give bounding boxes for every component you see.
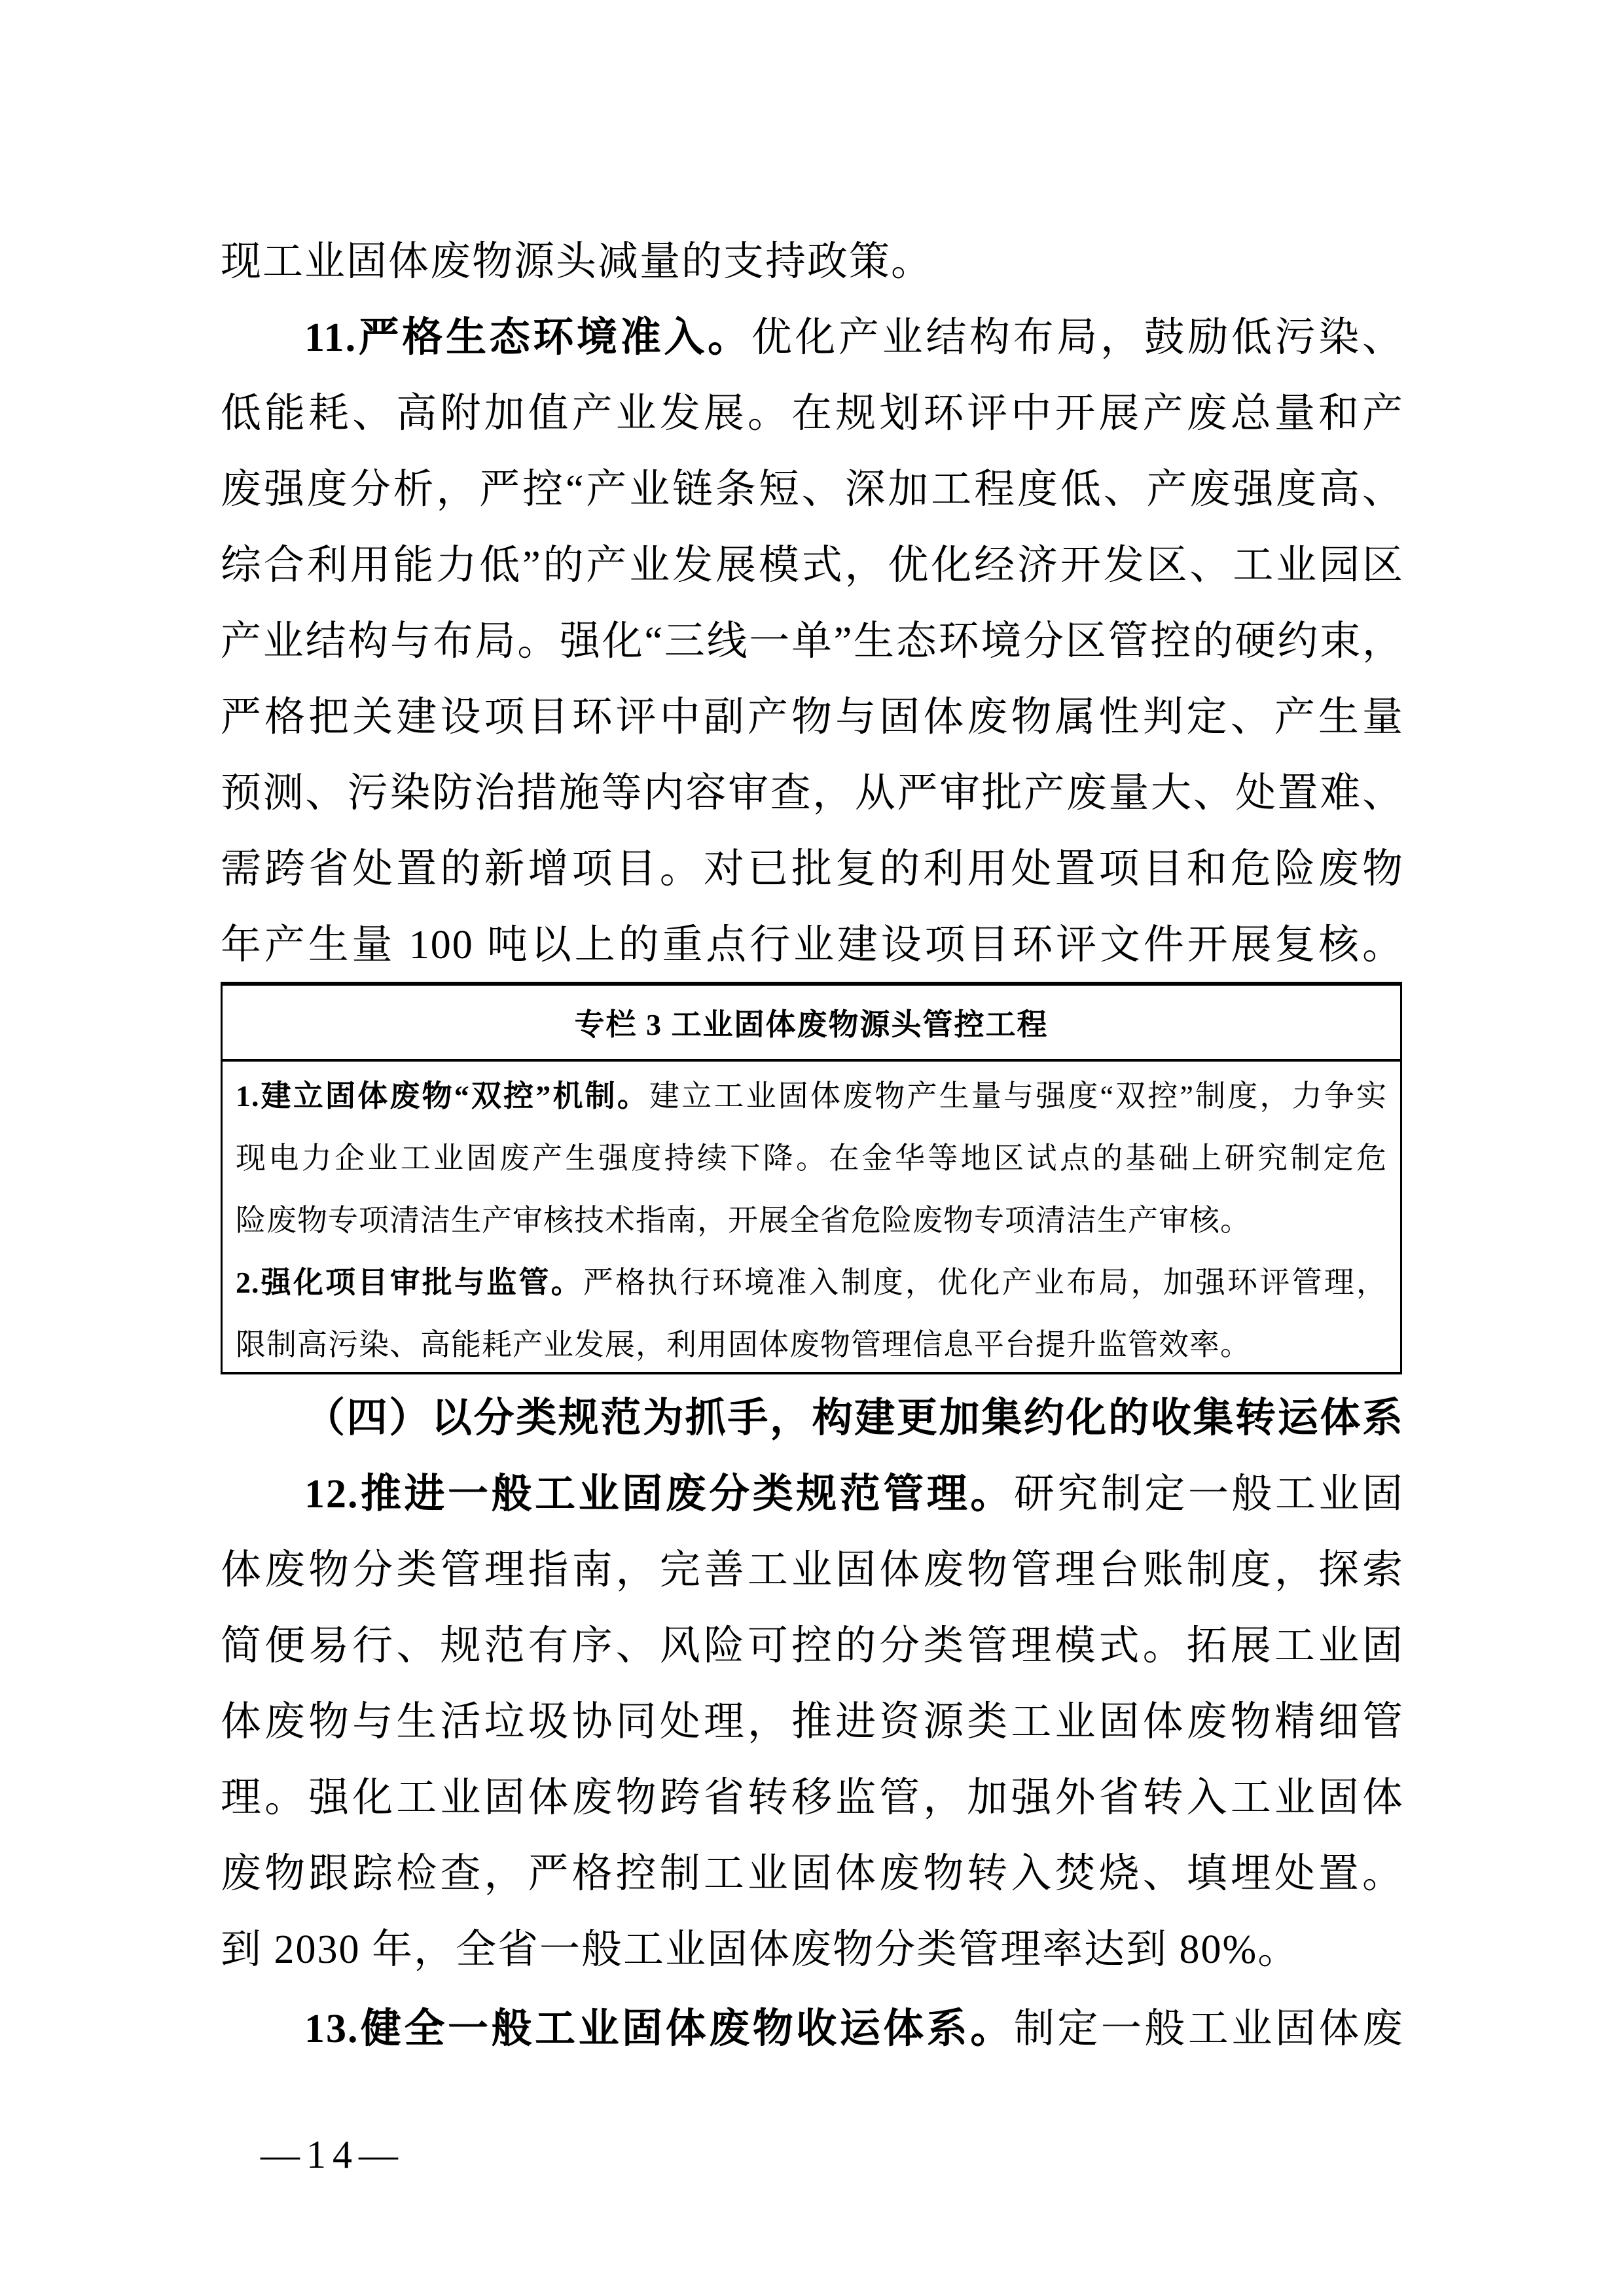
paragraph-13-text: 制定一般工业固体废 xyxy=(1013,2007,1404,2051)
paragraph-12-line-6: 废物跟踪检查，严格控制工业固体废物转入焚烧、填埋处置。 xyxy=(221,1852,1404,1896)
column-3-panel-body xyxy=(223,1062,1400,1376)
paragraph-11-text: 优化产业结构布局，鼓励低污染、 xyxy=(751,315,1404,360)
paragraph-12-line-4: 体废物与生活垃圾协同处理，推进资源类工业固体废物精细管 xyxy=(221,1700,1404,1744)
box-item-2-heading: 2.强化项目审批与监管。 xyxy=(236,1266,583,1299)
paragraph-13-block xyxy=(221,1991,1404,2067)
box-item-1-text: 建立工业固体废物产生量与强度“双控”制度，力争实 xyxy=(649,1079,1388,1113)
paragraph-11-line-9: 年产生量 100 吨以上的重点行业建设项目环评文件开展复核。 xyxy=(221,923,1404,967)
column-3-panel-header xyxy=(223,986,1400,1062)
paragraph-12-line-7: 到 2030 年，全省一般工业固体废物分类管理率达到 80%。 xyxy=(221,1928,1300,1972)
paragraph-11-line-2: 低能耗、高附加值产业发展。在规划环评中开展产废总量和产 xyxy=(221,391,1404,436)
paragraph-11-line-1 xyxy=(221,300,1404,376)
box-item-2-line-2: 限制高污染、高能耗产业发展，利用固体废物管理信息平台提升监管效率。 xyxy=(236,1328,1251,1361)
paragraph-11-line-6: 严格把关建设项目环评中副产物与固体废物属性判定、产生量 xyxy=(221,695,1404,740)
paragraph-11-line-5: 产业结构与布局。强化“三线一单”生态环境分区管控的硬约束， xyxy=(221,619,1404,664)
box-item-1-line-2: 现电力企业工业固废产生强度持续下降。在金华等地区试点的基础上研究制定危 xyxy=(236,1141,1387,1175)
main-text-block-1 xyxy=(221,224,1404,983)
paragraph-11-line-3: 废强度分析，严控“产业链条短、深加工程度低、产废强度高、 xyxy=(221,467,1404,512)
paragraph-12-line-3: 简便易行、规范有序、风险可控的分类管理模式。拓展工业固 xyxy=(221,1624,1404,1668)
paragraph-continuation-line: 现工业固体废物源头减量的支持政策。 xyxy=(221,240,933,284)
paragraph-11-line-4: 综合利用能力低”的产业发展模式，优化经济开发区、工业园区 xyxy=(221,543,1404,588)
paragraph-13-heading: 13.健全一般工业固体废物收运体系。 xyxy=(304,2007,1014,2051)
box-item-1-heading: 1.建立固体废物“双控”机制。 xyxy=(236,1079,650,1113)
column-3-panel xyxy=(221,982,1402,1374)
column-3-panel-title: 专栏 3 工业固体废物源头管控工程 xyxy=(574,1008,1049,1041)
box-item-2-text: 严格执行环境准入制度，优化产业布局，加强环评管理， xyxy=(583,1266,1388,1299)
paragraph-12-line-5: 理。强化工业固体废物跨省转移监管，加强外省转入工业固体 xyxy=(221,1776,1404,1820)
paragraph-12-line-1 xyxy=(221,1456,1404,1532)
paragraph-13-line-1 xyxy=(221,1991,1404,2067)
paragraph-12-heading: 12.推进一般工业固废分类规范管理。 xyxy=(304,1472,1014,1516)
paragraph-11-line-7: 预测、污染防治措施等内容审查，从严审批产废量大、处置难、 xyxy=(221,771,1404,816)
box-item-2-line-1 xyxy=(236,1251,1387,1314)
box-item-1-line-1 xyxy=(236,1065,1387,1127)
paragraph-12-text: 研究制定一般工业固 xyxy=(1013,1472,1404,1516)
paragraph-11-heading: 11.严格生态环境准入。 xyxy=(304,315,751,360)
paragraph-12-block xyxy=(221,1456,1404,1988)
page-number: —14— xyxy=(261,2133,405,2176)
section-4-heading: （四）以分类规范为抓手，构建更加集约化的收集转运体系 xyxy=(304,1396,1404,1441)
section-4-heading-block xyxy=(221,1380,1404,1456)
box-item-1-line-3: 险废物专项清洁生产审核技术指南，开展全省危险废物专项清洁生产审核。 xyxy=(236,1204,1251,1237)
paragraph-11-line-8: 需跨省处置的新增项目。对已批复的利用处置项目和危险废物 xyxy=(221,847,1404,891)
paragraph-12-line-2: 体废物分类管理指南，完善工业固体废物管理台账制度，探索 xyxy=(221,1548,1404,1592)
